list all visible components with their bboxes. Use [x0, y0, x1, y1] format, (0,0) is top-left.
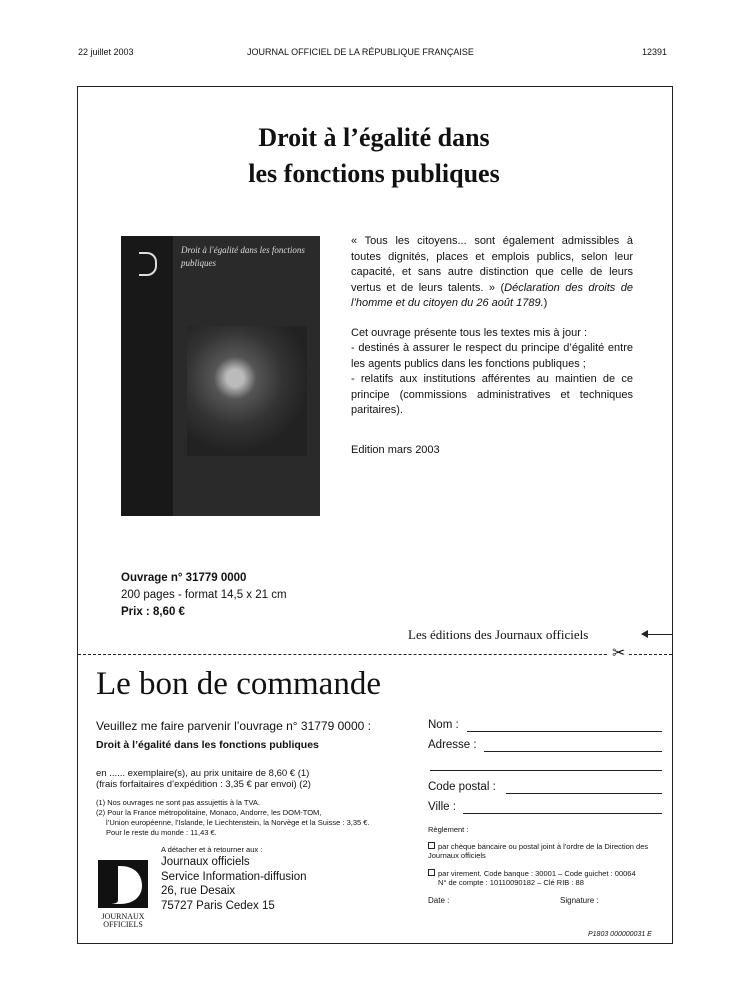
header-page-number: 12391 — [642, 47, 668, 57]
ad-description — [351, 234, 633, 472]
order-form-left — [96, 719, 396, 838]
note-1: (1) Nos ouvrages ne sont pas assujettis à la TVA. — [96, 798, 260, 807]
virement-text-a: par virement. Code banque : 30001 – Code guichet : 00064 — [438, 869, 636, 878]
book-format: 200 pages - format 14,5 x 21 cm — [121, 589, 287, 601]
date-field[interactable]: Date : — [428, 896, 450, 905]
header-journal: JOURNAL OFFICIEL DE LA RÉPUBLIQUE FRANÇAISE — [247, 47, 474, 57]
virement-text-b: N° de compte : 10110090182 – Clé RIB : 88 — [438, 878, 584, 887]
logo-text-1: JOURNAUX — [101, 912, 145, 921]
form-reference: P1803 000000031 E — [588, 931, 652, 938]
adresse-field-2[interactable] — [430, 770, 662, 771]
adresse-label: Adresse : — [428, 739, 477, 751]
ouvrage-number: Ouvrage n° 31779 0000 — [121, 572, 247, 584]
order-form-title: Le bon de commande — [96, 666, 381, 702]
quote-source: Déclaration des droits de l’homme et du citoyen du 26 août 1789. — [351, 281, 633, 309]
ad-title-line2: les fonctions publiques — [248, 159, 500, 188]
signature-field[interactable]: Signature : — [560, 896, 599, 905]
scissors-icon: ✂ — [609, 643, 628, 663]
reglement-label: Règlement : — [428, 825, 469, 834]
note-2a: (2) Pour la France métropolitaine, Monaco, Andorre, les DOM-TOM, — [96, 808, 322, 817]
jo-logo-icon — [139, 252, 157, 276]
quote-paragraph: « Tous les citoyens... sont également admissibles à toutes dignités, places et emplois publics, selon leur capacité, et sans autre distinction que celle de leurs vertus et de leurs talents. » (Déclaration des droits de l’homme et du citoyen du 26 août 1789.) — [351, 235, 633, 309]
ville-field[interactable] — [463, 813, 662, 814]
return-address: Journaux officiels Service Information-diffusion 26, rue Desaix 75727 Paris Cedex 15 — [161, 856, 307, 912]
note-2b: l’Union européenne, l’Islande, le Liechtenstein, la Norvège et la Suisse : 3,35 €. — [106, 818, 370, 827]
arrow-left-icon — [642, 634, 672, 635]
logo-text-2: OFFICIELS — [103, 920, 143, 929]
cheque-text: par chèque bancaire ou postal joint à l’ordre de la Direction des Journaux officiels — [428, 842, 649, 860]
order-request: Veuillez me faire parvenir l’ouvrage n° 31779 0000 : — [96, 719, 371, 733]
bullet-2: - relatifs aux institutions afférentes au maintien de ce principe (commissions administratives et techniques paritaires). — [351, 373, 633, 416]
cover-photo — [187, 326, 307, 456]
ville-label: Ville : — [428, 801, 456, 813]
code-postal-label: Code postal : — [428, 781, 496, 793]
book-cover-image — [121, 236, 320, 516]
nom-label: Nom : — [428, 719, 459, 731]
order-book-title: Droit à l’égalité dans les fonctions publiques — [96, 739, 319, 751]
code-postal-field[interactable] — [506, 793, 662, 794]
nom-field[interactable] — [467, 731, 662, 732]
shipping-line: (frais forfaitaires d’expédition : 3,35 € par envoi) (2) — [96, 779, 311, 790]
intro-text: Cet ouvrage présente tous les textes mis à jour : — [351, 326, 588, 339]
journaux-officiels-logo — [98, 860, 148, 929]
editions-label: Les éditions des Journaux officiels — [408, 627, 589, 642]
cheque-checkbox[interactable] — [428, 842, 435, 849]
bullet-1: - destinés à assurer le respect du principe d’égalité entre les agents publics dans les fonctions publiques ; — [351, 342, 633, 370]
quantity-line[interactable]: en ...... exemplaire(s), au prix unitaire de 8,60 € (1) — [96, 768, 310, 779]
edition-text: Edition mars 2003 — [351, 443, 440, 456]
detach-note: A détacher et à retourner aux : — [161, 845, 263, 854]
book-price: Prix : 8,60 € — [121, 606, 185, 618]
cover-title: Droit à l'égalité dans les fonctions publiques — [181, 245, 305, 268]
note-2c: Pour le reste du monde : 11,43 €. — [106, 828, 217, 837]
adresse-field[interactable] — [484, 751, 662, 752]
cut-line — [78, 654, 672, 655]
ad-title-line1: Droit à l’égalité dans — [258, 123, 490, 152]
header-date: 22 juillet 2003 — [78, 47, 134, 57]
virement-checkbox[interactable] — [428, 869, 435, 876]
book-info — [121, 570, 287, 621]
